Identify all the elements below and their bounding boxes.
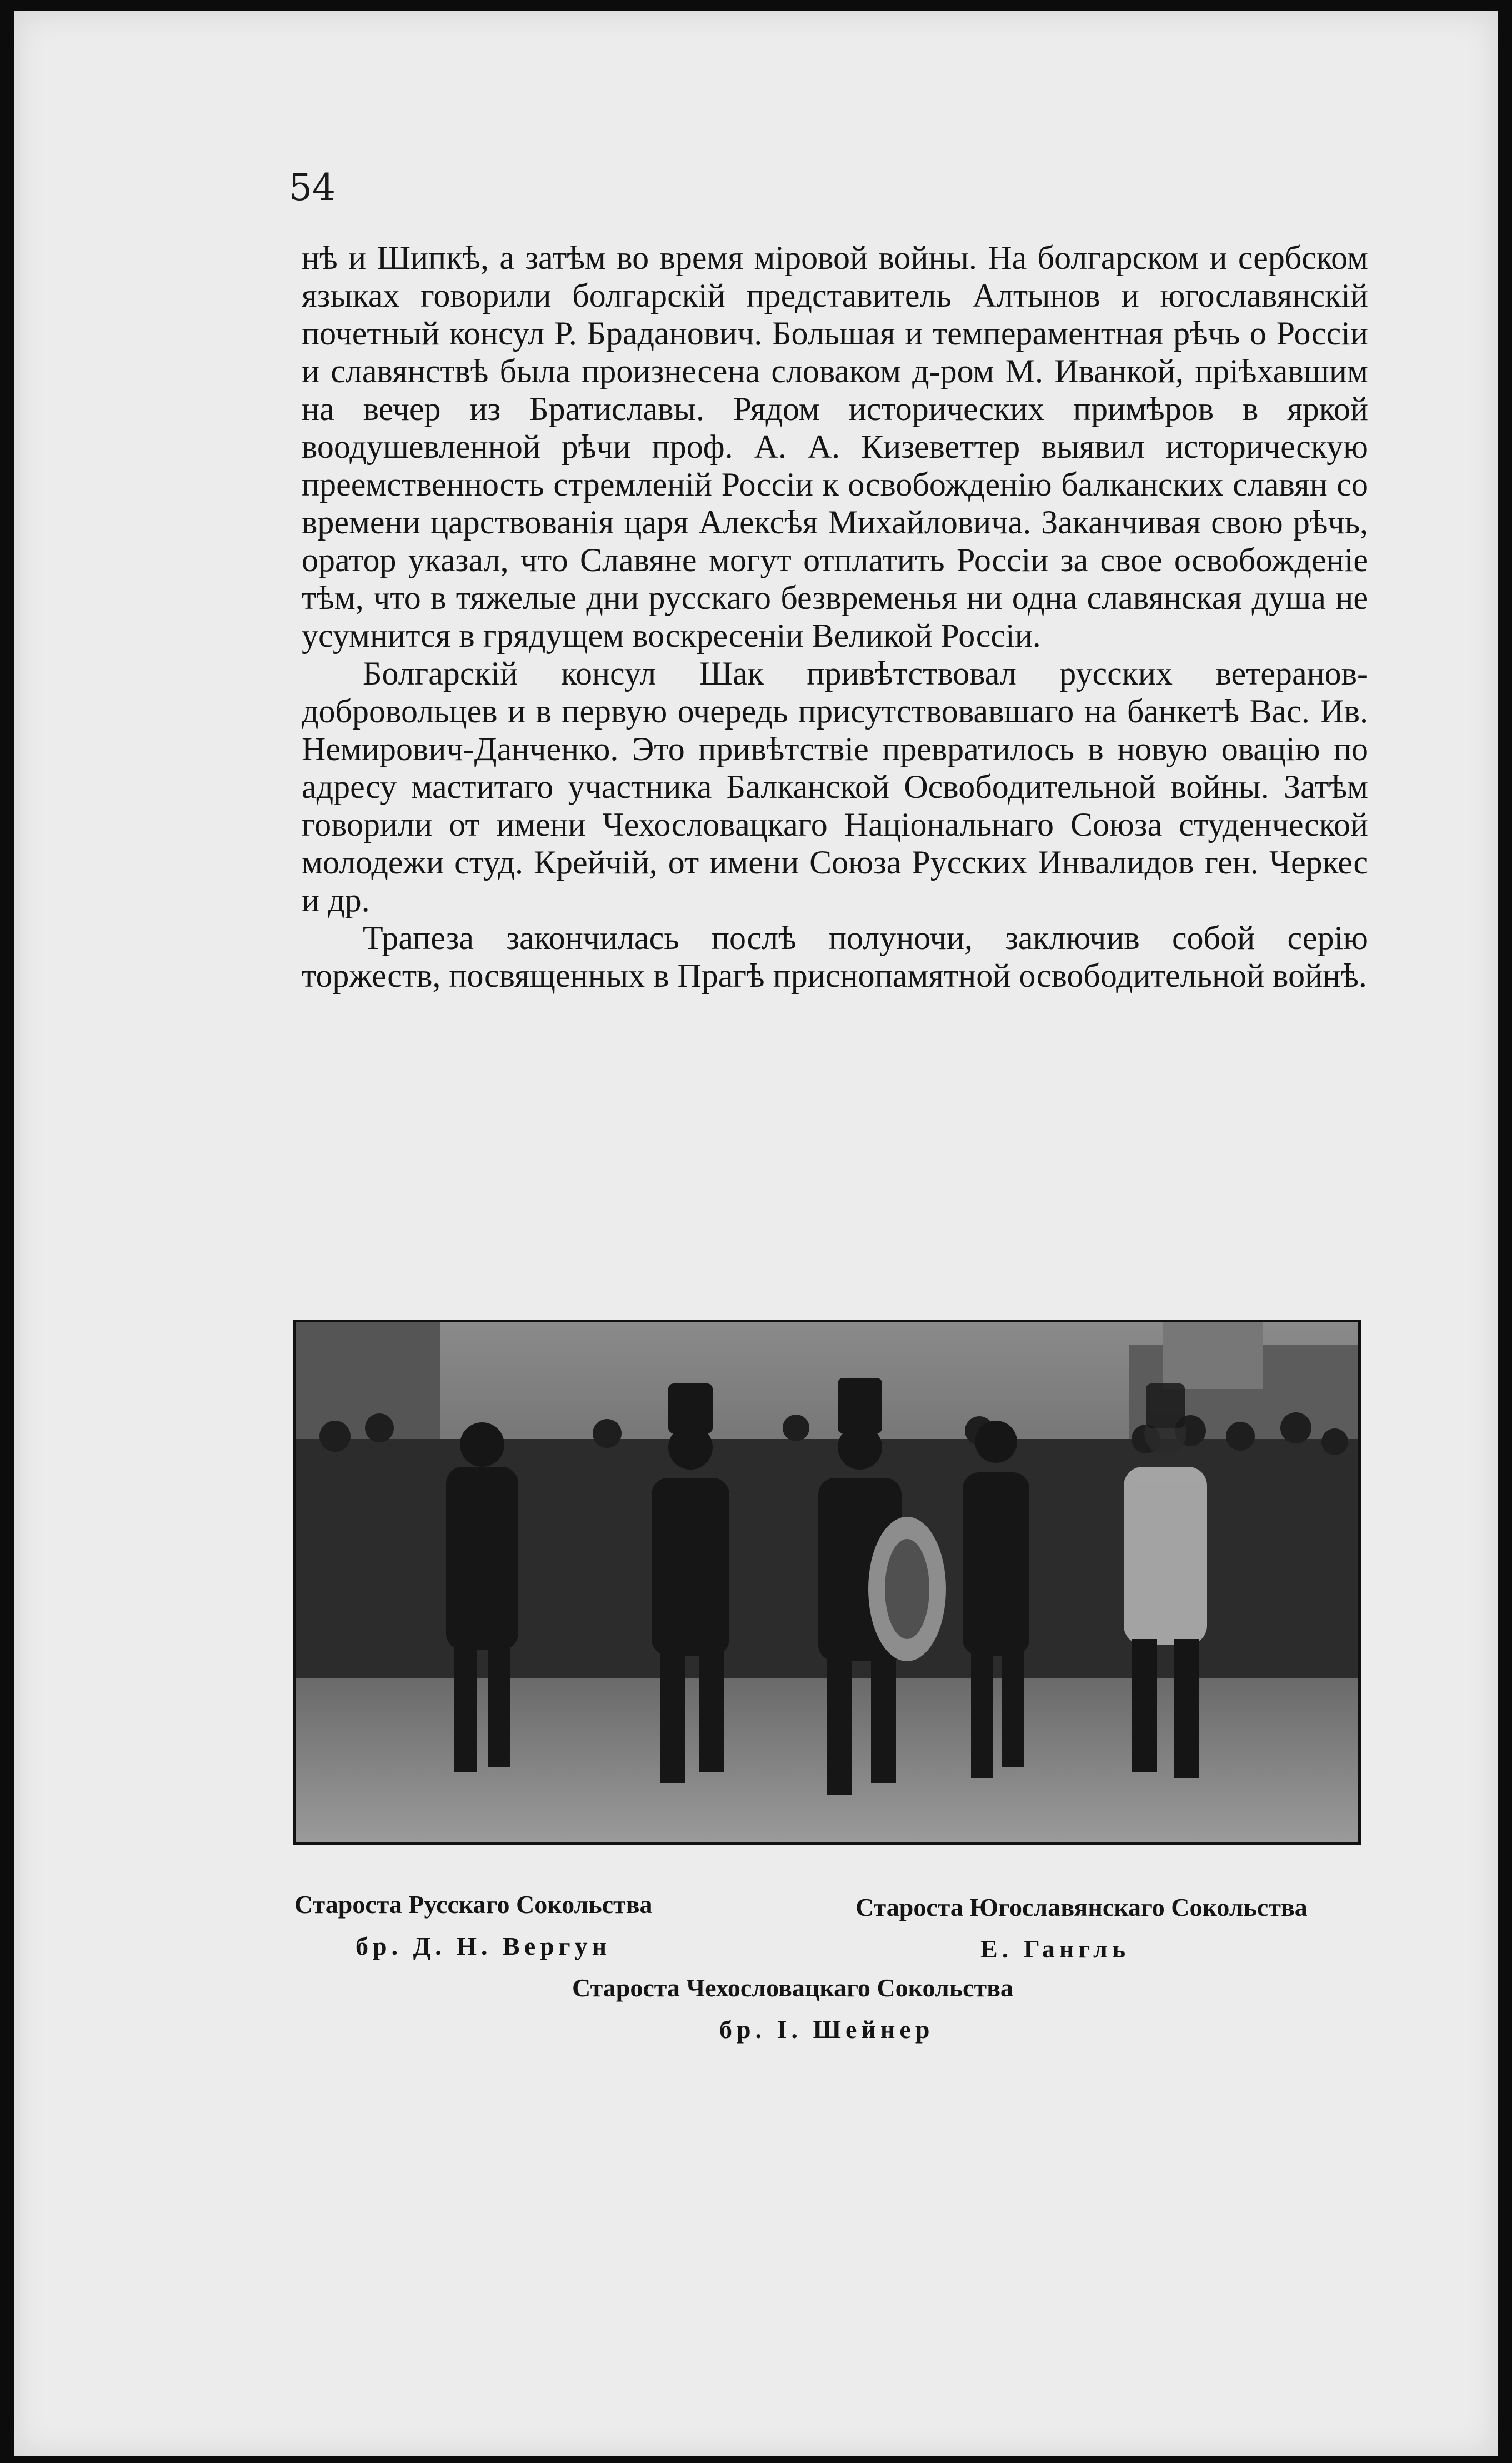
caption-center-name: бр. I. Шейнер	[719, 2015, 934, 2044]
photo-illustration	[296, 1322, 1358, 1842]
paragraph-2: Болгарскій консул Шак привѣтствовал русских ветеранов-добровольцев и в первую очередь присутствовавшаго на банкетѣ Вас. Ив. Немирович-Данченко. Это привѣтствіе превратилось в новую овацію по адресу маститаго участника Балканской Освободительной войны. Затѣм говорили от имени Чехословацкаго Національнаго Союза студенческой молодежи студ. Крейчій, от имени Союза Русских Инвалидов ген. Черкес и др.	[302, 655, 1368, 918]
body-text	[302, 239, 1368, 995]
page-number: 54	[289, 166, 336, 209]
paragraph-1: нѣ и Шипкѣ, а затѣм во время міровой войны. На болгарском и сербском языках говорили болгарскій представитель Алтынов и югославянскій почетный консул Р. Браданович. Большая и темпераментная рѣчь о Россіи и славянствѣ была произнесена словаком д-ром М. Иванкой, пріѣхавшим на вечер из Братиславы. Рядом исторических примѣров в яркой воодушевленной рѣчи проф. А. А. Кизеветтер выявил историческую преемственность стремленій Россіи к освобожденію балканских славян со времени царствованія царя Алексѣя Михайловича. Заканчивая свою рѣчь, оратор указал, что Славяне могут отплатить Россіи за свое освобожденіе тѣм, что в тяжелые дни русскаго безвременья ни одна славянская душа не усумнится в грядущем воскресеніи Великой Россіи.	[302, 239, 1368, 654]
procession-photograph	[293, 1320, 1361, 1845]
book-page	[14, 11, 1498, 2456]
paragraph-3: Трапеза закончилась послѣ полуночи, заключив собой серію торжеств, посвященных в Прагѣ приснопамятной освободительной войнѣ.	[302, 920, 1368, 994]
caption-center-title: Староста Чехословацкаго Сокольства	[572, 1974, 1013, 2002]
caption-right-name: Е. Гангль	[980, 1935, 1130, 1963]
caption-left-title: Староста Русскаго Сокольства	[294, 1890, 653, 1919]
caption-left-name: бр. Д. Н. Вергун	[356, 1932, 612, 1960]
caption-right-title: Староста Югославянскаго Сокольства	[855, 1893, 1308, 1921]
